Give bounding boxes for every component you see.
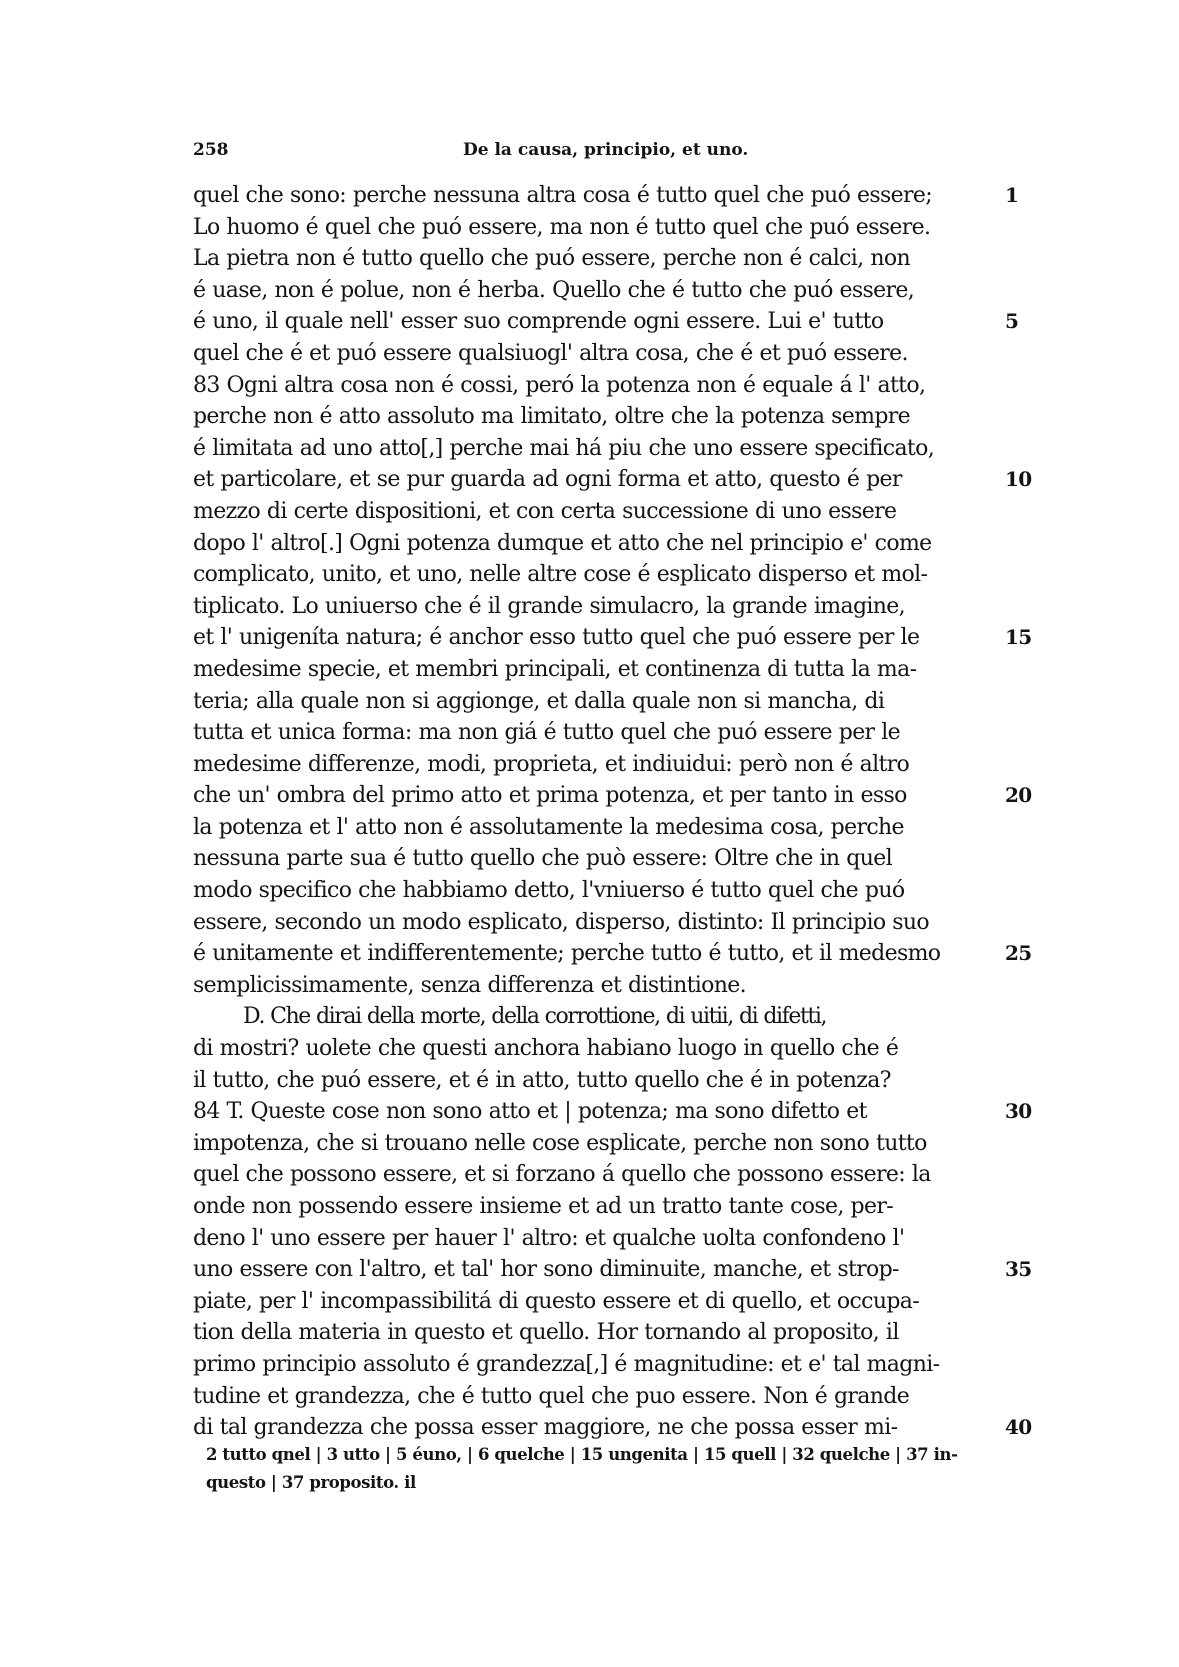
text-line <box>193 1128 993 1160</box>
text-line <box>193 559 993 591</box>
text-line <box>193 496 993 528</box>
footnote-line: 2 tutto qnel | 3 utto | 5 éuno, | 6 quelche | 15 ungenita | 15 quell | 32 quelche | 37 in- <box>206 1445 958 1464</box>
line-text: tudine et grandezza, che é tutto quel che puo essere. Non é grande <box>193 1383 910 1409</box>
line-text: mezzo di certe dispositioni, et con certa successione di uno essere <box>193 498 897 524</box>
line-text: é unitamente et indifferentemente; perche tutto é tutto, et il medesmo <box>193 941 941 967</box>
line-text: il tutto, che puó essere, et é in atto, tutto quello che é in potenza? <box>193 1067 891 1093</box>
line-text: quel che possono essere, et si forzano á quello che possono essere: la <box>193 1162 931 1188</box>
line-text: che un' ombra del primo atto et prima potenza, et per tanto in esso <box>193 783 907 809</box>
text-line <box>193 243 993 275</box>
text-line <box>193 749 993 781</box>
text-line <box>193 1317 993 1349</box>
line-text: uno essere con l'altro, et tal' hor sono diminuite, manche, et strop- <box>193 1257 899 1283</box>
line-number: 15 <box>1005 625 1032 650</box>
text-line <box>193 1001 993 1033</box>
text-line <box>193 212 993 244</box>
line-text: semplicissimamente, senza differenza et distintione. <box>193 972 746 998</box>
running-header <box>193 140 980 170</box>
line-text: perche non é atto assoluto ma limitato, oltre che la potenza sempre <box>193 404 911 430</box>
footnote-line: questo | 37 proposito. il <box>206 1473 416 1492</box>
text-line <box>193 1096 1032 1128</box>
text-line <box>193 306 1019 338</box>
text-line <box>193 1286 993 1318</box>
line-number: 20 <box>1005 783 1032 808</box>
text-line <box>193 433 993 465</box>
line-text: teria; alla quale non si aggionge, et dalla quale non si mancha, di <box>193 688 885 714</box>
line-text: medesime specie, et membri principali, et continenza di tutta la ma- <box>193 656 917 682</box>
text-line <box>193 528 993 560</box>
line-text: deno l' uno essere per hauer l' altro: et qualche uolta confondeno l' <box>193 1225 905 1251</box>
line-text: medesime differenze, modi, proprieta, et indiuidui: però non é altro <box>193 751 910 777</box>
line-text: onde non possendo essere insieme et ad un tratto tante cose, per- <box>193 1194 893 1219</box>
line-text: modo specifico che habbiamo detto, l'vniuerso é tutto quel che puó <box>193 878 905 904</box>
running-title: De la causa, principio, et uno. <box>463 140 749 160</box>
text-line <box>193 875 993 907</box>
line-text: tutta et unica forma: ma non giá é tutto quel che puó essere per le <box>193 720 901 746</box>
line-text: é uno, il quale nell' esser suo comprende ogni essere. Lui e' tutto <box>193 309 884 335</box>
text-line <box>193 1349 993 1381</box>
text-line <box>193 654 993 686</box>
text-line <box>193 717 993 749</box>
line-text: et l' unigeníta natura; é anchor esso tutto quel che puó essere per le <box>193 625 920 651</box>
line-text: impotenza, che si trouano nelle cose esplicate, perche non sono tutto <box>193 1130 927 1156</box>
text-line <box>193 812 993 844</box>
page-number: 258 <box>193 140 229 160</box>
line-text: la potenza et l' atto non é assolutamente la medesima cosa, perche <box>193 814 904 840</box>
text-line <box>193 1159 993 1191</box>
line-text: tion della materia in questo et quello. Hor tornando al proposito, il <box>193 1320 899 1346</box>
text-line <box>193 401 993 433</box>
text-line <box>193 464 1032 496</box>
text-line <box>193 907 993 939</box>
text-line <box>193 1065 993 1097</box>
line-text: complicato, unito, et uno, nelle altre cose é esplicato disperso et mol- <box>193 562 928 588</box>
text-line <box>193 1412 1032 1444</box>
line-text: primo principio assoluto é grandezza[,] é magnitudine: et e' tal magni- <box>193 1351 940 1377</box>
line-text: quel che é et puó essere qualsiuogl' altra cosa, che é et puó essere. <box>193 340 908 366</box>
line-text: essere, secondo un modo esplicato, disperso, distinto: Il principio suo <box>193 909 930 935</box>
line-text: La pietra non é tutto quello che puó essere, perche non é calci, non <box>193 246 910 272</box>
text-line <box>193 1254 1032 1286</box>
line-text: et particolare, et se pur guarda ad ogni forma et atto, questo é per <box>193 467 902 493</box>
text-line <box>193 1191 993 1223</box>
line-text: dopo l' altro[.] Ogni potenza dumque et atto che nel principio e' come <box>193 530 932 556</box>
text-line <box>193 970 993 1002</box>
line-number: 1 <box>1005 183 1019 207</box>
line-text: quel che sono: perche nessuna altra cosa é tutto quel che puó essere; <box>193 183 933 208</box>
line-text: piate, per l' incompassibilitá di questo essere et di quello, et occupa- <box>193 1288 920 1314</box>
text-line <box>193 780 1032 812</box>
line-text: di mostri? uolete che questi anchora habiano luogo in quello che é <box>193 1036 899 1062</box>
text-line <box>193 1381 993 1413</box>
line-text: Lo huomo é quel che puó essere, ma non é tutto quel che puó essere. <box>193 214 931 240</box>
line-text: di tal grandezza che possa esser maggiore, ne che possa esser mi- <box>193 1415 898 1441</box>
text-line <box>193 591 993 623</box>
text-line <box>193 180 1019 212</box>
text-line <box>193 1223 993 1255</box>
line-text: 83 Ogni altra cosa non é cossi, peró la potenza non é equale á l' atto, <box>193 372 926 398</box>
text-line <box>193 843 993 875</box>
text-body <box>193 180 1032 1444</box>
line-number: 35 <box>1005 1257 1032 1282</box>
text-line <box>193 370 993 402</box>
critical-apparatus <box>206 1441 1036 1497</box>
line-text: D. Che dirai della morte, della corrottione, di uitii, di difetti, <box>243 1004 827 1030</box>
line-text: é limitata ad uno atto[,] perche mai há piu che uno essere specificato, <box>193 435 935 461</box>
line-text: é uase, non é polue, non é herba. Quello che é tutto che puó essere, <box>193 277 915 303</box>
line-text: 84 T. Queste cose non sono atto et | potenza; ma sono difetto et <box>193 1099 867 1125</box>
text-line <box>193 938 1032 970</box>
line-text: tiplicato. Lo uniuerso che é il grande simulacro, la grande imagine, <box>193 593 905 619</box>
line-number: 10 <box>1005 467 1032 492</box>
text-line <box>193 622 1032 654</box>
text-line <box>193 686 993 718</box>
text-line <box>193 275 993 307</box>
line-number: 40 <box>1005 1415 1032 1440</box>
line-number: 5 <box>1005 309 1019 334</box>
text-line <box>193 1033 993 1065</box>
text-line <box>193 338 993 370</box>
line-text: nessuna parte sua é tutto quello che può essere: Oltre che in quel <box>193 846 892 872</box>
line-number: 30 <box>1005 1099 1032 1124</box>
line-number: 25 <box>1005 941 1032 966</box>
